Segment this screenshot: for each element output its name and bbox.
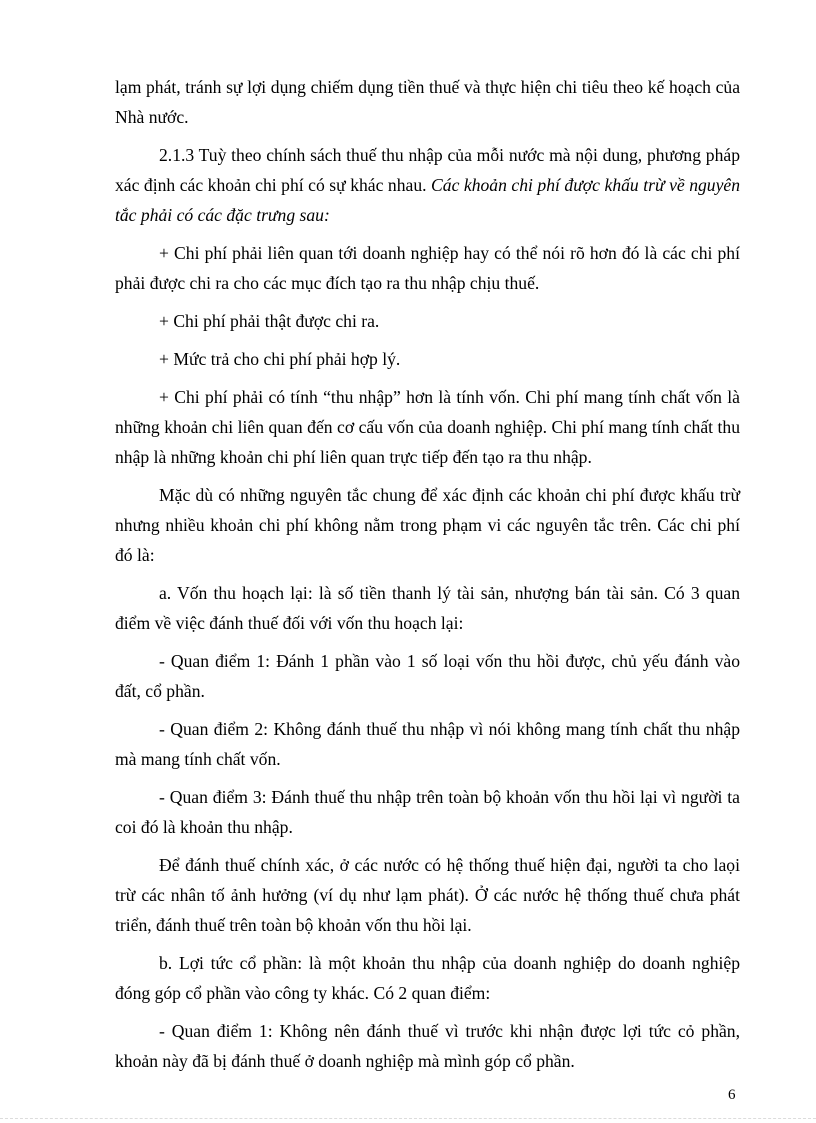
- paragraph-expense-reasonable: + Mức trả cho chi phí phải hợp lý.: [159, 349, 401, 369]
- page-body: [115, 72, 740, 1084]
- paragraph-dividends: b. Lợi tức cổ phần: là một khoản thu nhập của doanh nghiệp do doanh nghiệp đóng góp cổ phần vào công ty khác. Có 2 quan điểm:: [115, 953, 740, 1003]
- paragraph-viewpoint-3: - Quan điểm 3: Đánh thuế thu nhập trên toàn bộ khoản vốn thu hồi lại vì người ta coi đó là khoản thu nhập.: [115, 787, 740, 837]
- paragraph-section-2-1-3: [115, 140, 740, 230]
- paragraph-capital-gains: a. Vốn thu hoạch lại: là số tiền thanh lý tài sản, nhượng bán tài sản. Có 3 quan điểm về việc đánh thuế đối với vốn thu hoạch lại:: [115, 583, 740, 633]
- paragraph-expense-income-nature: + Chi phí phải có tính “thu nhập” hơn là tính vốn. Chi phí mang tính chất vốn là những khoản chi liên quan đến cơ cấu vốn của doanh nghiệp. Chi phí mang tính chất thu nhập là những khoản chi phí liên quan trực tiếp đến tạo ra thu nhập.: [115, 387, 740, 467]
- paragraph-viewpoint-2: - Quan điểm 2: Không đánh thuế thu nhập vì nói không mang tính chất thu nhập mà mang tính chất vốn.: [115, 719, 740, 769]
- paragraph-section-2-1-3-text: 2.1.3 Tuỳ theo chính sách thuế thu nhập của mỗi nước mà nội dung, phương pháp xác định các khoản chi phí có sự khác nhau.: [115, 145, 740, 195]
- page-number: 6: [728, 1087, 736, 1103]
- paragraph-accurate-taxation: Để đánh thuế chính xác, ở các nước có hệ thống thuế hiện đại, người ta cho laọi trừ các nhân tố ảnh hưởng (ví dụ như lạm phát). Ở các nước hệ thống thuế chưa phát triển, đánh thuế trên toàn bộ khoản vốn thu hồi lại.: [115, 855, 740, 935]
- paragraph-general-principles: Mặc dù có những nguyên tắc chung để xác định các khoản chi phí được khấu trừ nhưng nhiều khoản chi phí không nằm trong phạm vi các nguyên tắc trên. Các chi phí đó là:: [115, 485, 740, 565]
- paragraph-continuation: lạm phát, tránh sự lợi dụng chiếm dụng tiền thuế và thực hiện chi tiêu theo kế hoạch của Nhà nước.: [115, 77, 740, 127]
- paragraph-expense-actual: + Chi phí phải thật được chi ra.: [159, 311, 380, 331]
- paragraph-dividend-viewpoint-1: - Quan điểm 1: Không nên đánh thuế vì trước khi nhận được lợi tức cỏ phần, khoản này đã bị đánh thuế ở doanh nghiệp mà mình góp cổ phần.: [115, 1021, 740, 1071]
- paragraph-expense-related: + Chi phí phải liên quan tới doanh nghiệp hay có thể nói rõ hơn đó là các chi phí phải được chi ra cho các mục đích tạo ra thu nhập chịu thuế.: [115, 243, 740, 293]
- paragraph-section-2-1-3-italic: Các khoản chi phí được khấu trừ về nguyên tắc phải có các đặc trưng sau:: [115, 175, 741, 225]
- page-bottom-divider: [0, 1118, 816, 1119]
- paragraph-viewpoint-1: - Quan điểm 1: Đánh 1 phần vào 1 số loại vốn thu hồi được, chủ yếu đánh vào đất, cổ phần.: [115, 651, 740, 701]
